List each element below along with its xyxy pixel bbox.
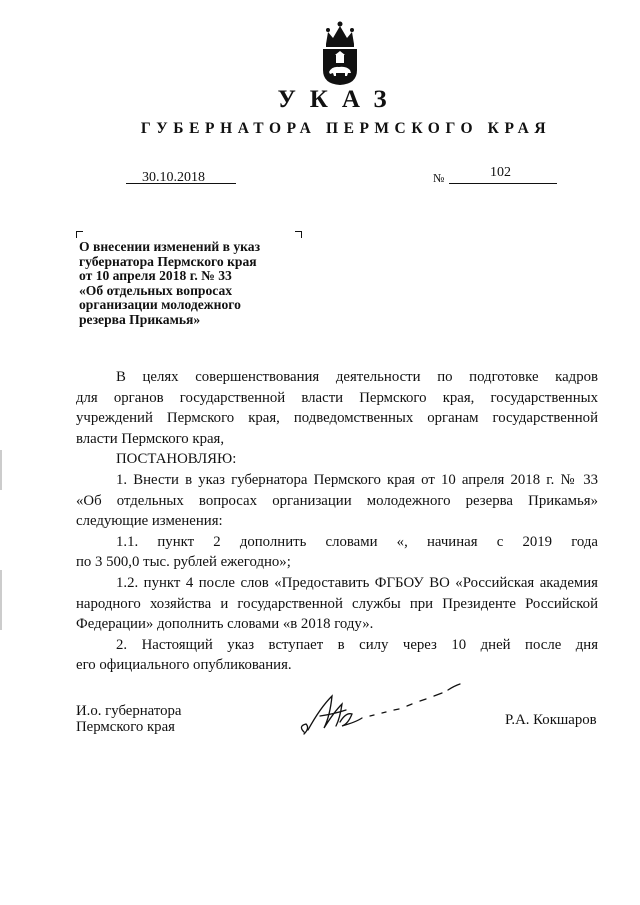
body-line: В целях совершенствования деятельности по подготовке кадров <box>116 369 598 385</box>
subject-corner-left <box>76 231 83 238</box>
subject-line: О внесении изменений в указ <box>79 239 261 254</box>
subject-line: от 10 апреля 2018 г. № 33 <box>79 268 232 283</box>
body-line: учреждений Пермского края, подведомственных органам государственной <box>76 410 598 427</box>
body-line: следующие изменения: <box>76 513 223 530</box>
decree-number: 102 <box>490 165 511 180</box>
document-subtitle: ГУБЕРНАТОРА ПЕРМСКОГО КРАЯ <box>140 120 552 137</box>
body-line: народного хозяйства и государственной службы при Президенте Российской <box>76 595 598 612</box>
body-line: 2. Настоящий указ вступает в силу через 10 дней после дня <box>116 636 598 653</box>
subject-line: резерва Прикамья» <box>79 311 201 327</box>
body-line: 1.1. пункт 2 дополнить словами «, начиная с 2019 года <box>116 533 598 550</box>
decree-date: 30.10.2018 <box>142 170 205 185</box>
body-line: власти Пермского края, <box>76 430 225 447</box>
handwritten-signature-icon <box>290 668 470 748</box>
body-line: для органов государственной власти Пермского края, государственных <box>76 389 598 406</box>
scan-edge-mark <box>0 450 2 630</box>
body-line: Федерации» дополнить словами «в 2018 году». <box>76 616 374 633</box>
signer-title <box>76 703 182 735</box>
subject-line: губернатора Пермского края <box>79 253 257 269</box>
body-line: его официального опубликования. <box>76 657 292 674</box>
body-line: 1.2. пункт 4 после слов «Предоставить ФГБОУ ВО «Российская академия <box>116 574 598 591</box>
decree-word: ПОСТАНОВЛЯЮ: <box>116 451 237 468</box>
body-line: 1. Внести в указ губернатора Пермского края от 10 апреля 2018 г. № 33 <box>116 471 598 488</box>
subject-corner-right <box>295 231 302 238</box>
body-line: «Об отдельных вопросах организации молодежного резерва Прикамья» <box>76 492 598 509</box>
number-sign: № <box>433 171 445 185</box>
signer-title-line: И.о. губернатора <box>76 703 182 719</box>
signer-name: Р.А. Кокшаров <box>505 712 597 728</box>
decree-subject <box>79 240 309 327</box>
subject-line: организации молодежного <box>79 297 241 312</box>
body-line: по 3 500,0 тыс. рублей ежегодно»; <box>76 554 291 571</box>
signer-title-line: Пермского края <box>76 719 175 735</box>
number-underline <box>449 183 557 184</box>
perm-krai-coat-of-arms-icon <box>318 14 362 86</box>
decree-body <box>76 367 598 676</box>
document-title: УКАЗ <box>277 86 401 113</box>
date-underline <box>126 183 236 184</box>
subject-line: «Об отдельных вопросах <box>79 282 233 298</box>
